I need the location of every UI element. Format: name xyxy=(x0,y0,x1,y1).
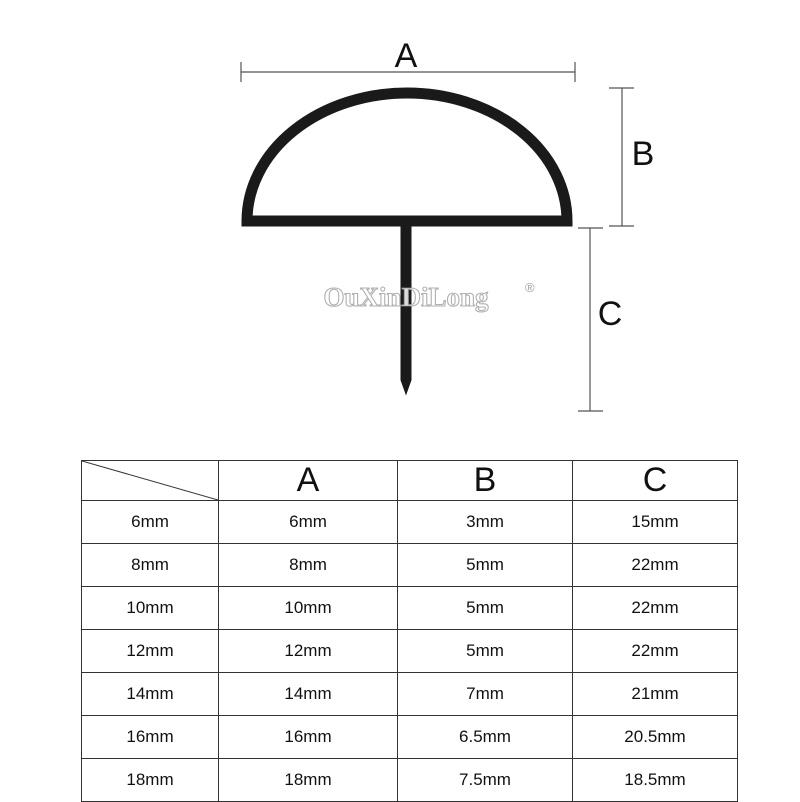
b-cell: 5mm xyxy=(398,544,573,587)
c-cell: 22mm xyxy=(573,587,738,630)
header-c: C xyxy=(573,461,738,501)
dimension-b xyxy=(609,88,634,226)
b-cell: 7.5mm xyxy=(398,759,573,802)
table-row xyxy=(82,630,738,673)
a-cell: 12mm xyxy=(219,630,398,673)
c-cell: 21mm xyxy=(573,673,738,716)
c-cell: 15mm xyxy=(573,501,738,544)
table-row xyxy=(82,544,738,587)
c-cell: 18.5mm xyxy=(573,759,738,802)
a-cell: 10mm xyxy=(219,587,398,630)
corner-cell xyxy=(82,461,219,501)
header-b: B xyxy=(398,461,573,501)
a-cell: 16mm xyxy=(219,716,398,759)
size-cell: 8mm xyxy=(82,544,219,587)
b-cell: 6.5mm xyxy=(398,716,573,759)
b-cell: 7mm xyxy=(398,673,573,716)
b-cell: 5mm xyxy=(398,587,573,630)
c-cell: 22mm xyxy=(573,544,738,587)
label-a: A xyxy=(394,37,418,75)
a-cell: 18mm xyxy=(219,759,398,802)
a-cell: 14mm xyxy=(219,673,398,716)
header-a: A xyxy=(219,461,398,501)
size-cell: 10mm xyxy=(82,587,219,630)
a-cell: 8mm xyxy=(219,544,398,587)
size-cell: 18mm xyxy=(82,759,219,802)
watermark-registered-mark: ® xyxy=(525,280,535,295)
table-header-row xyxy=(82,461,738,501)
label-b: B xyxy=(631,135,655,173)
label-c: C xyxy=(597,295,623,333)
table-row xyxy=(82,673,738,716)
size-cell: 12mm xyxy=(82,630,219,673)
dome-head xyxy=(247,93,567,221)
size-cell: 16mm xyxy=(82,716,219,759)
watermark-text: OuXinDiLong xyxy=(323,282,489,312)
table-row xyxy=(82,501,738,544)
size-cell: 6mm xyxy=(82,501,219,544)
b-cell: 5mm xyxy=(398,630,573,673)
table-row xyxy=(82,759,738,802)
table-body xyxy=(82,501,738,802)
size-cell: 14mm xyxy=(82,673,219,716)
table-row xyxy=(82,587,738,630)
c-cell: 20.5mm xyxy=(573,716,738,759)
size-table xyxy=(81,460,738,802)
c-cell: 22mm xyxy=(573,630,738,673)
a-cell: 6mm xyxy=(219,501,398,544)
table-row xyxy=(82,716,738,759)
b-cell: 3mm xyxy=(398,501,573,544)
corner-diagonal xyxy=(82,461,218,500)
